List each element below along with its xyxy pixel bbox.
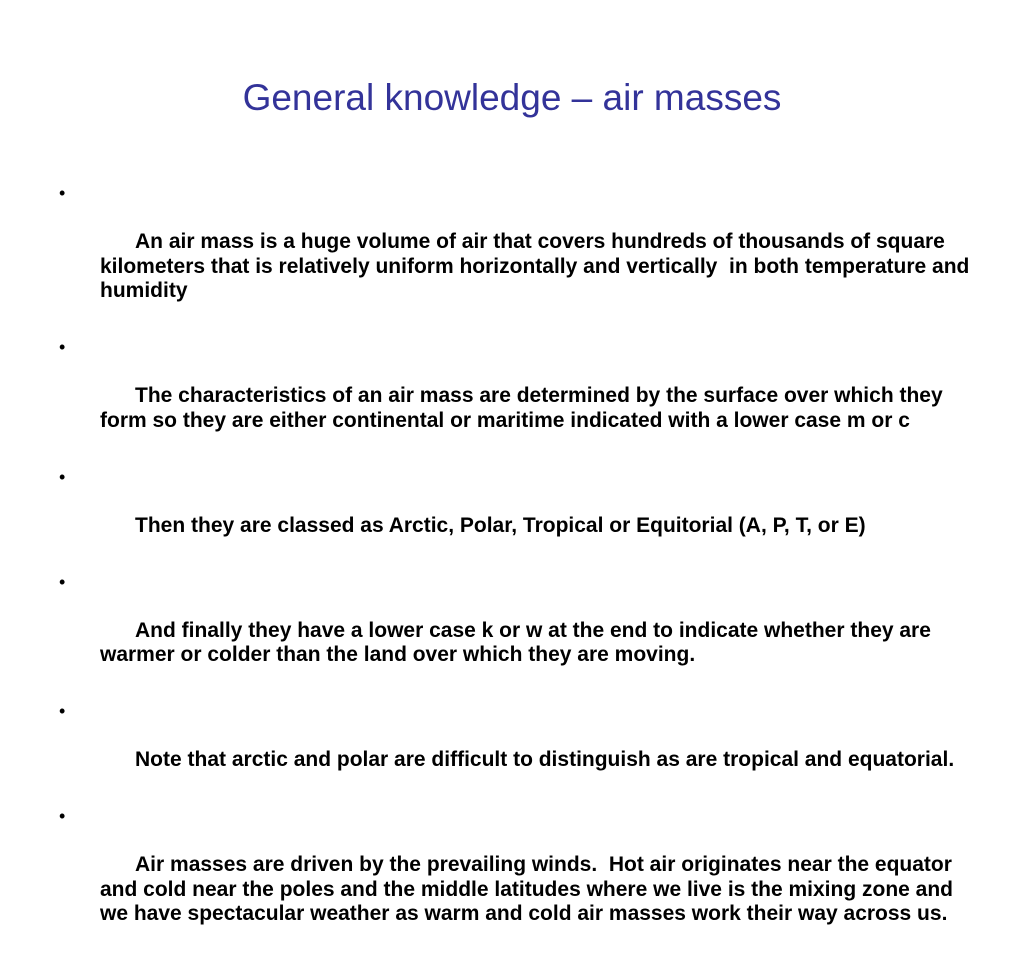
bullet-icon: • [59,337,66,357]
bullet-text: Note that arctic and polar are difficult to distinguish as are tropical and equatorial. [135,748,955,771]
bullet-item [57,699,977,797]
bullet-item [57,465,977,563]
bullet-text: Air masses are driven by the prevailing winds. Hot air originates near the equator and cold near the poles and the middle latitudes where we live is the mixing zone and we have spectacular weather as warm and cold air masses work their way across us. [100,853,959,925]
bullet-text: Then they are classed as Arctic, Polar, Tropical or Equitorial (A, P, T, or E) [135,513,866,537]
bullet-item [57,570,977,693]
bullet-icon: • [59,571,66,592]
bullet-item [57,804,977,951]
bullet-icon: • [59,183,66,203]
bullet-item [57,335,977,458]
bullet-icon: • [59,466,66,487]
bullet-text: And finally they have a lower case k or w at the end to indicate whether they are warmer or colder than the land over which they are moving. [100,618,937,666]
bullet-text: The characteristics of an air mass are determined by the surface over which they form so they are either continental or maritime indicated with a lower case m or c [100,384,949,432]
bullet-item [57,181,977,328]
bullet-text: An air mass is a huge volume of air that covers hundreds of thousands of square kilometers that is relatively uniform horizontally and vertically in both temperature and humidity [100,230,976,302]
bullet-icon: • [59,701,66,721]
bullet-list [57,181,977,958]
bullet-icon: • [59,806,66,826]
slide-title: General knowledge – air masses [242,77,782,118]
